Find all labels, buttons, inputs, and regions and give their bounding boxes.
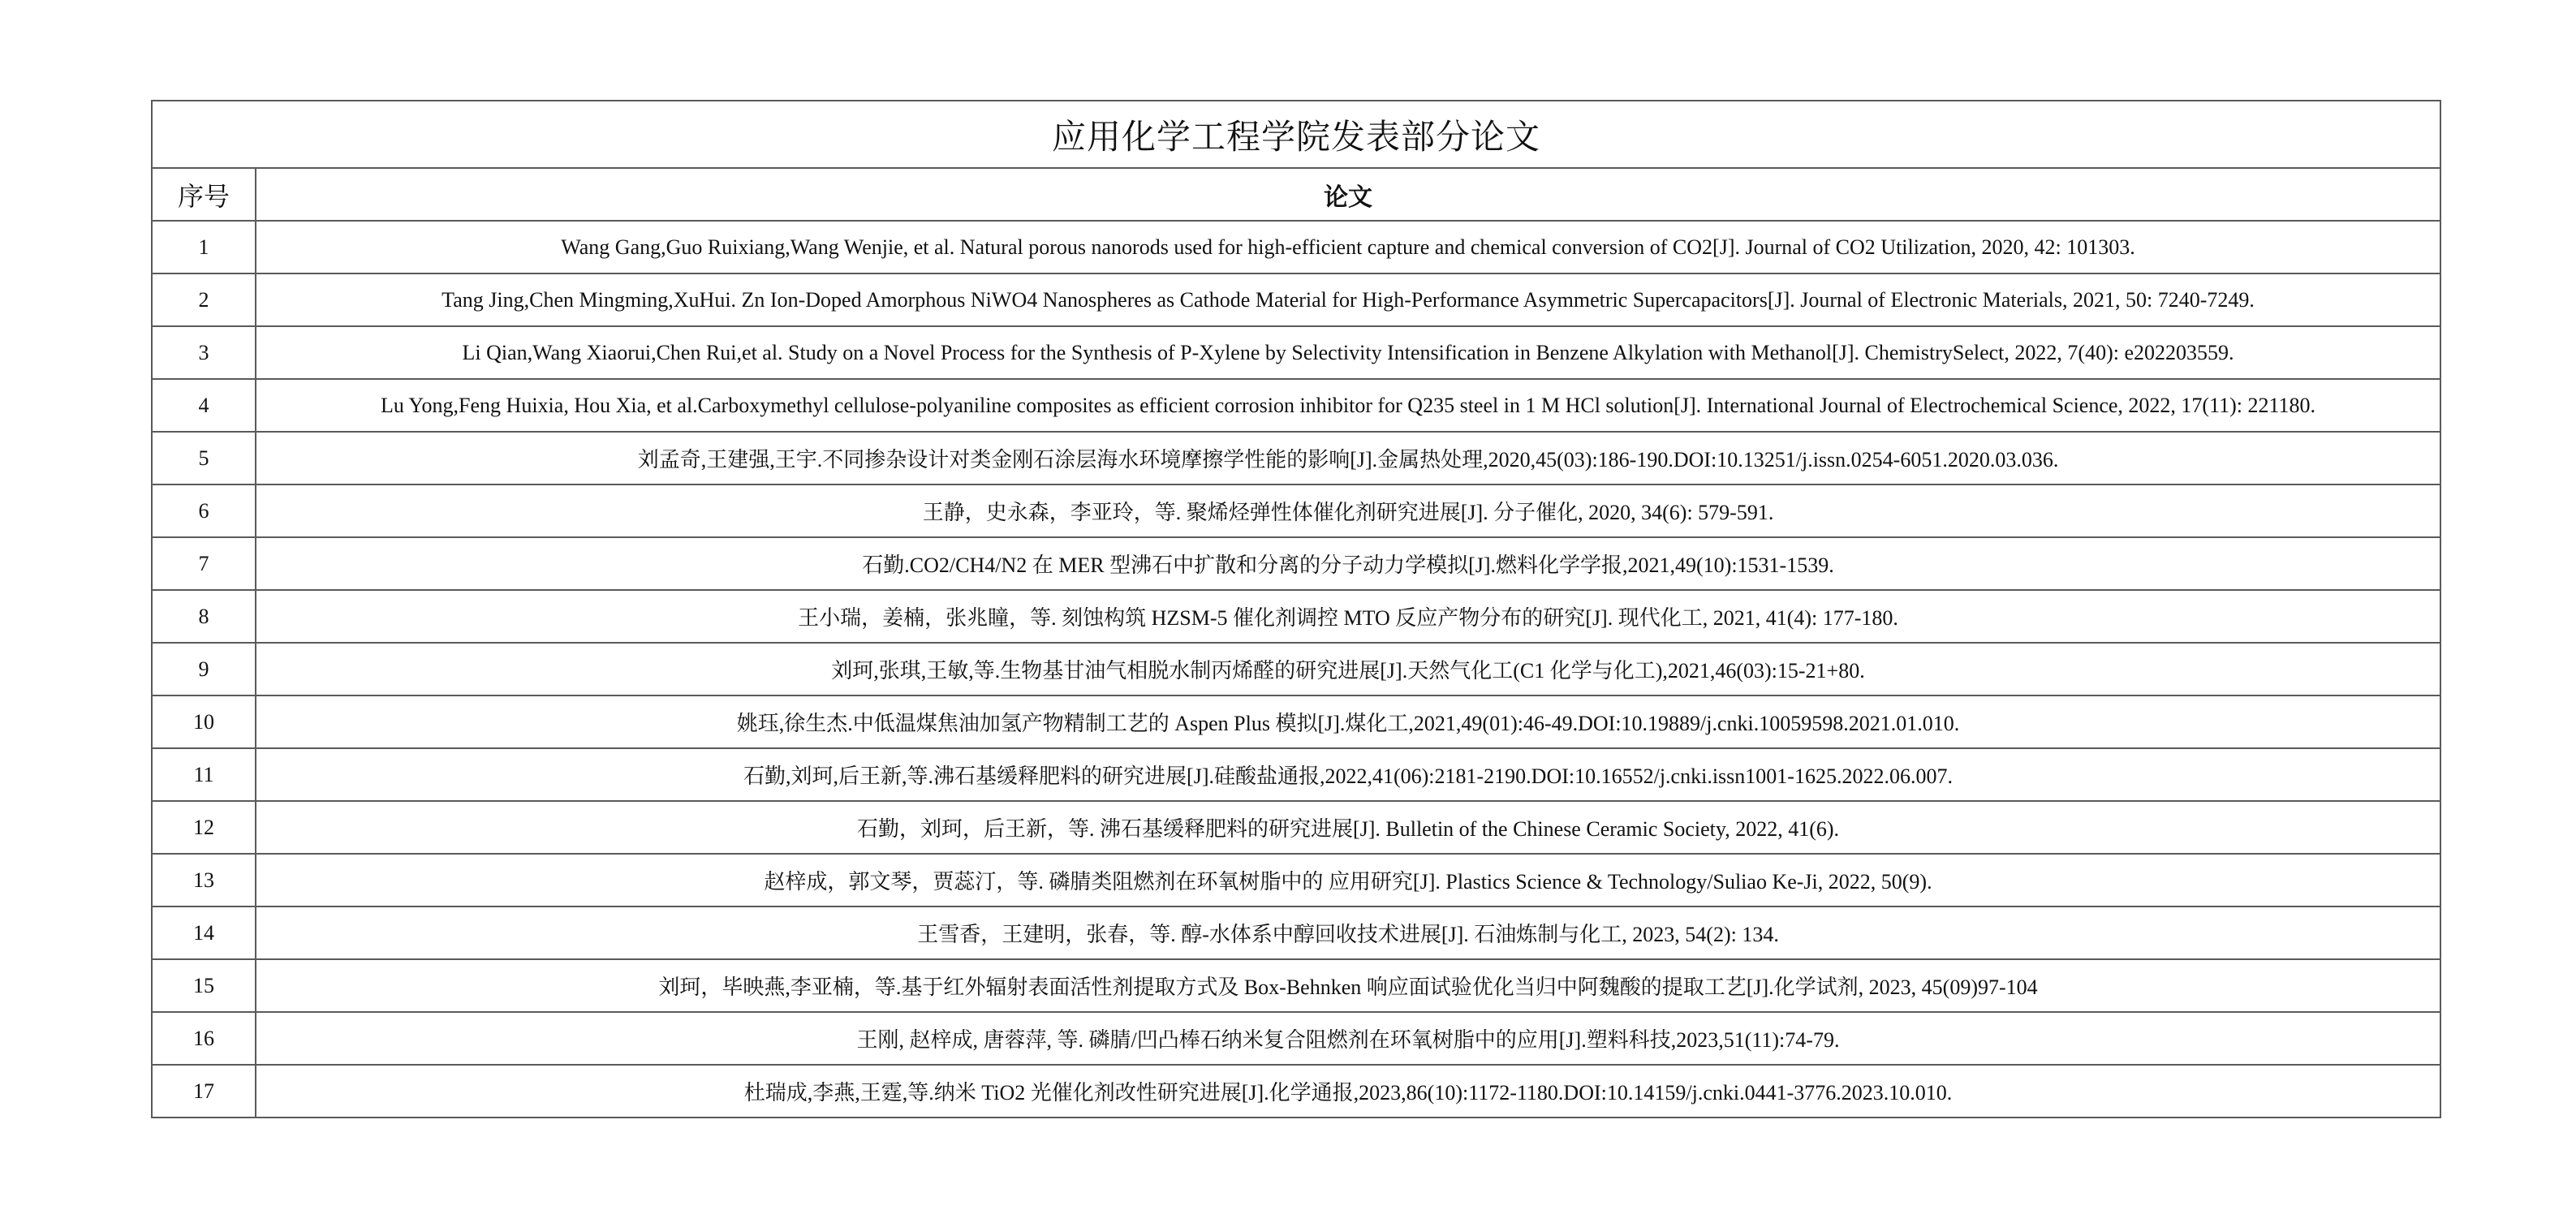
table-row (152, 1065, 2440, 1117)
paper-citation: Wang Gang,Guo Ruixiang,Wang Wenjie, et al. Natural porous nanorods used for high-efficient capture and chemical conversion of CO2[J]. Journal of CO2 Utilization, 2020, 42: 101303. (256, 221, 2440, 273)
paper-citation: 姚珏,徐生杰.中低温煤焦油加氢产物精制工艺的 Aspen Plus 模拟[J].煤化工,2021,49(01):46-49.DOI:10.19889/j.cnki.10059598.2021.01.010. (256, 695, 2440, 748)
row-number: 11 (152, 748, 256, 801)
table-row (152, 748, 2440, 801)
paper-citation: 刘珂,张琪,王敏,等.生物基甘油气相脱水制丙烯醛的研究进展[J].天然气化工(C1 化学与化工),2021,46(03):15-21+80. (256, 643, 2440, 695)
column-header-number: 序号 (152, 168, 256, 221)
document-sheet (151, 100, 2440, 1118)
row-number: 9 (152, 643, 256, 695)
row-number: 17 (152, 1065, 256, 1117)
table-row (152, 906, 2440, 959)
table-row (152, 273, 2440, 326)
paper-citation: 刘孟奇,王建强,王宇.不同掺杂设计对类金刚石涂层海水环境摩擦学性能的影响[J].金属热处理,2020,45(03):186-190.DOI:10.13251/j.issn.0254-6051.2020.03.036. (256, 432, 2440, 484)
paper-citation: 杜瑞成,李燕,王霆,等.纳米 TiO2 光催化剂改性研究进展[J].化学通报,2023,86(10):1172-1180.DOI:10.14159/j.cnki.0441-3776.2023.10.010. (256, 1065, 2440, 1117)
paper-citation: 赵梓成，郭文琴，贾蕊汀，等. 磷腈类阻燃剂在环氧树脂中的 应用研究[J]. Plastics Science & Technology/Suliao Ke-Ji, 2022, 50(9). (256, 854, 2440, 906)
table-header-row (152, 168, 2440, 221)
table-row (152, 590, 2440, 643)
paper-citation: Li Qian,Wang Xiaorui,Chen Rui,et al. Study on a Novel Process for the Synthesis of P-Xylene by Selectivity Intensification in Benzene Alkylation with Methanol[J]. ChemistrySelect, 2022, 7(40): e202203559. (256, 326, 2440, 379)
table-row (152, 854, 2440, 906)
paper-citation: 王雪香，王建明，张春，等. 醇-水体系中醇回收技术进展[J]. 石油炼制与化工, 2023, 54(2): 134. (256, 906, 2440, 959)
row-number: 1 (152, 221, 256, 273)
table-row (152, 326, 2440, 379)
paper-citation: 王静，史永森，李亚玲，等. 聚烯烃弹性体催化剂研究进展[J]. 分子催化, 2020, 34(6): 579-591. (256, 484, 2440, 537)
row-number: 14 (152, 906, 256, 959)
row-number: 6 (152, 484, 256, 537)
table-row (152, 221, 2440, 273)
row-number: 3 (152, 326, 256, 379)
papers-table (151, 100, 2441, 1118)
table-row (152, 643, 2440, 695)
paper-citation: 刘珂，毕映燕,李亚楠，等.基于红外辐射表面活性剂提取方式及 Box-Behnken 响应面试验优化当归中阿魏酸的提取工艺[J].化学试剂, 2023, 45(09)97-104 (256, 959, 2440, 1012)
row-number: 5 (152, 432, 256, 484)
table-row (152, 379, 2440, 432)
paper-citation: 王刚, 赵梓成, 唐蓉萍, 等. 磷腈/凹凸棒石纳米复合阻燃剂在环氧树脂中的应用[J].塑料科技,2023,51(11):74-79. (256, 1012, 2440, 1065)
row-number: 8 (152, 590, 256, 643)
paper-citation: Tang Jing,Chen Mingming,XuHui. Zn Ion-Doped Amorphous NiWO4 Nanospheres as Cathode Material for High-Performance Asymmetric Supercapacitors[J]. Journal of Electronic Materials, 2021, 50: 7240-7249. (256, 273, 2440, 326)
table-row (152, 484, 2440, 537)
row-number: 10 (152, 695, 256, 748)
row-number: 15 (152, 959, 256, 1012)
row-number: 16 (152, 1012, 256, 1065)
paper-citation: 石勤.CO2/CH4/N2 在 MER 型沸石中扩散和分离的分子动力学模拟[J].燃料化学学报,2021,49(10):1531-1539. (256, 537, 2440, 590)
row-number: 4 (152, 379, 256, 432)
paper-citation: 石勤，刘珂，后王新，等. 沸石基缓释肥料的研究进展[J]. Bulletin of the Chinese Ceramic Society, 2022, 41(6). (256, 801, 2440, 854)
table-title-row (152, 101, 2440, 168)
table-row (152, 801, 2440, 854)
table-row (152, 537, 2440, 590)
column-header-paper: 论文 (256, 168, 2440, 221)
paper-citation: 石勤,刘珂,后王新,等.沸石基缓释肥料的研究进展[J].硅酸盐通报,2022,41(06):2181-2190.DOI:10.16552/j.cnki.issn1001-1625.2022.06.007. (256, 748, 2440, 801)
row-number: 7 (152, 537, 256, 590)
table-row (152, 1012, 2440, 1065)
page-title: 应用化学工程学院发表部分论文 (152, 101, 2440, 168)
row-number: 12 (152, 801, 256, 854)
table-row (152, 432, 2440, 484)
paper-citation: Lu Yong,Feng Huixia, Hou Xia, et al.Carboxymethyl cellulose-polyaniline composites as efficient corrosion inhibitor for Q235 steel in 1 M HCl solution[J]. International Journal of Electrochemical Science, 2022, 17(11): 221180. (256, 379, 2440, 432)
row-number: 2 (152, 273, 256, 326)
table-row (152, 959, 2440, 1012)
table-row (152, 695, 2440, 748)
row-number: 13 (152, 854, 256, 906)
paper-citation: 王小瑞，姜楠，张兆瞳，等. 刻蚀构筑 HZSM-5 催化剂调控 MTO 反应产物分布的研究[J]. 现代化工, 2021, 41(4): 177-180. (256, 590, 2440, 643)
